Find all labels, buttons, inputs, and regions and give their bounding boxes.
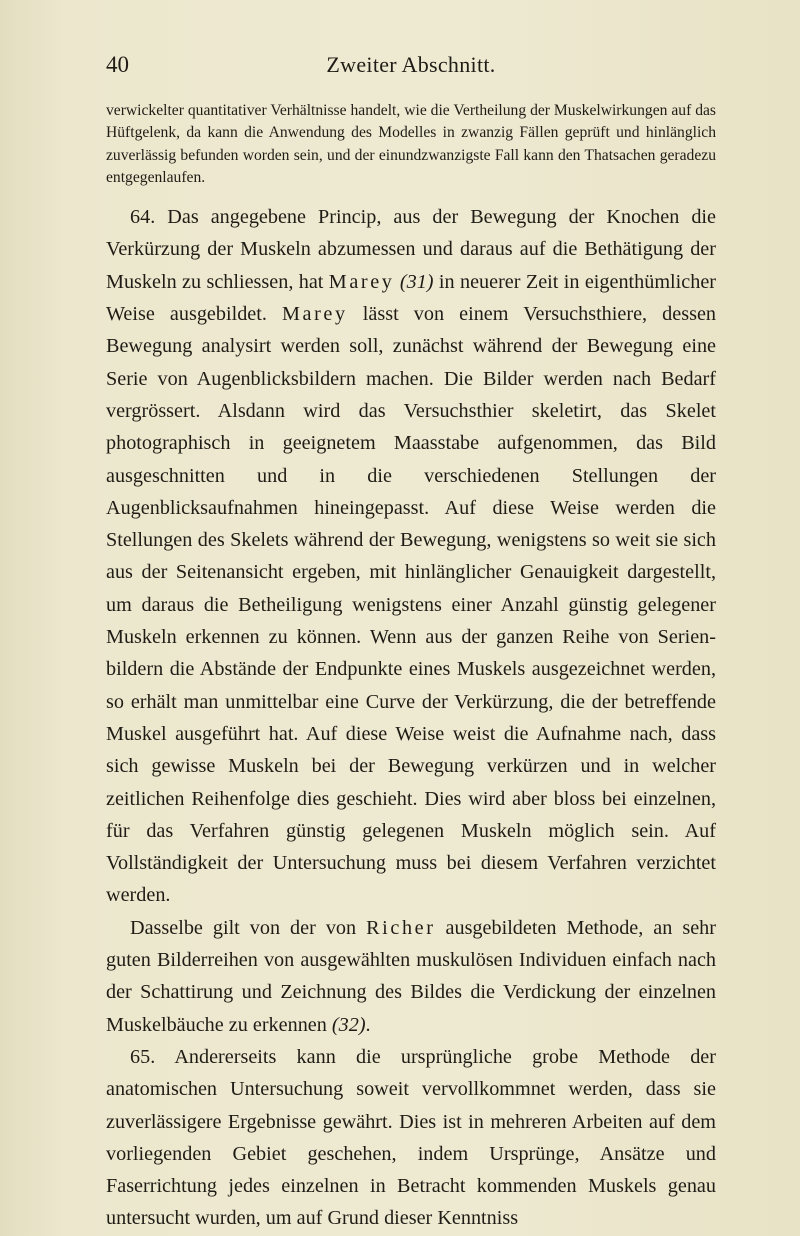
body-text <box>106 100 716 1235</box>
paragraph-richer <box>106 912 716 1041</box>
paragraph-text: . <box>365 1013 371 1036</box>
reference-number: (31) <box>399 270 434 293</box>
author-name: Richer <box>366 916 436 939</box>
paragraph-text: ausgebildeten Methode, an sehr guten Bilderreihen von ausgewählten muskulösen Individuen einfach nach der Schattirung und Zeichnung des Bildes die Verdickung der einzelnen Muskelbäuche zu erkennen <box>106 916 716 1036</box>
author-name: Marey <box>328 270 395 293</box>
paragraph-text: 64. Das angegebene Princip, aus der Bewegung der Knochen die Verkürzung der Muskeln abzumessen und daraus auf die Bethätigung der Muskeln zu schliessen, hat <box>106 206 716 293</box>
paragraph-64 <box>106 201 716 912</box>
page-number: 40 <box>106 52 129 77</box>
author-name: Marey <box>282 303 348 326</box>
paragraph-text: Dasselbe gilt von der von <box>130 916 367 939</box>
page-header <box>106 52 716 88</box>
continued-paragraph: verwickelter quantitativer Verhältnisse handelt, wie die Vertheilung der Muskelwirkungen auf das Hüftgelenk, da kann die Anwendung des Modelles in zwanzig Fällen geprüft und hinlänglich zuverlässig befunden worden sein, und der einundzwanzigste Fall kann den Thatsachen geradezu entgegenlaufen. <box>106 102 716 186</box>
paragraph-65: 65. Andererseits kann die ursprüngliche grobe Methode der anatomischen Untersuchung soweit vervollkommnet werden, dass sie zuverlässigere Ergebnisse gewährt. Dies ist in mehreren Arbeiten auf dem vorliegenden Gebiet geschehen, indem Ursprünge, Ansätze und Faserrichtung jedes einzelnen in Betracht kommenden Muskels genau untersucht wurden, um auf Grund dieser Kenntniss <box>106 1045 716 1230</box>
running-title: Zweiter Abschnitt. <box>326 52 496 77</box>
paragraph-text: in neuerer Zeit in eigenthümlicher Weise ausgebildet. <box>106 270 717 326</box>
paragraph-text: lässt von einem Versuchsthiere, dessen Bewegung analysirt werden soll, zunächst während der Bewegung eine Serie von Augenblicksbildern machen. Die Bilder werden nach Bedarf vergrössert. Alsdann wird das Versuchsthier skeletirt, das Skelet photographisch in geeignetem Maasstabe aufgenommen, das Bild ausgeschnitten und in die verschiedenen Stellungen der Augenblicksaufnahmen hineingepasst. Auf diese Weise werden die Stellungen des Skelets während der Bewegung, wenigstens so weit sie sich aus der Seitenansicht ergeben, mit hinlänglicher Genauigkeit dargestellt, um daraus die Betheiligung wenigstens einer Anzahl günstig gelegener Muskeln erkennen zu können. Wenn aus der ganzen Reihe von Serienbildern die Abstände der Endpunkte eines Muskels ausgezeichnet werden, so erhält man unmittelbar eine Curve der Verkürzung, die der betreffende Muskel ausgeführt hat. Auf diese Weise weist die Aufnahme nach, dass sich gewisse Muskeln bei der Bewegung verkürzen und in welcher zeitlichen Reihenfolge dies geschieht. Dies wird aber bloss bei einzelnen, für das Verfahren günstig gelegenen Muskeln möglich sein. Auf Vollständigkeit der Untersuchung muss bei diesem Verfahren verzichtet werden. <box>106 303 716 907</box>
reference-number: (32) <box>331 1013 366 1036</box>
